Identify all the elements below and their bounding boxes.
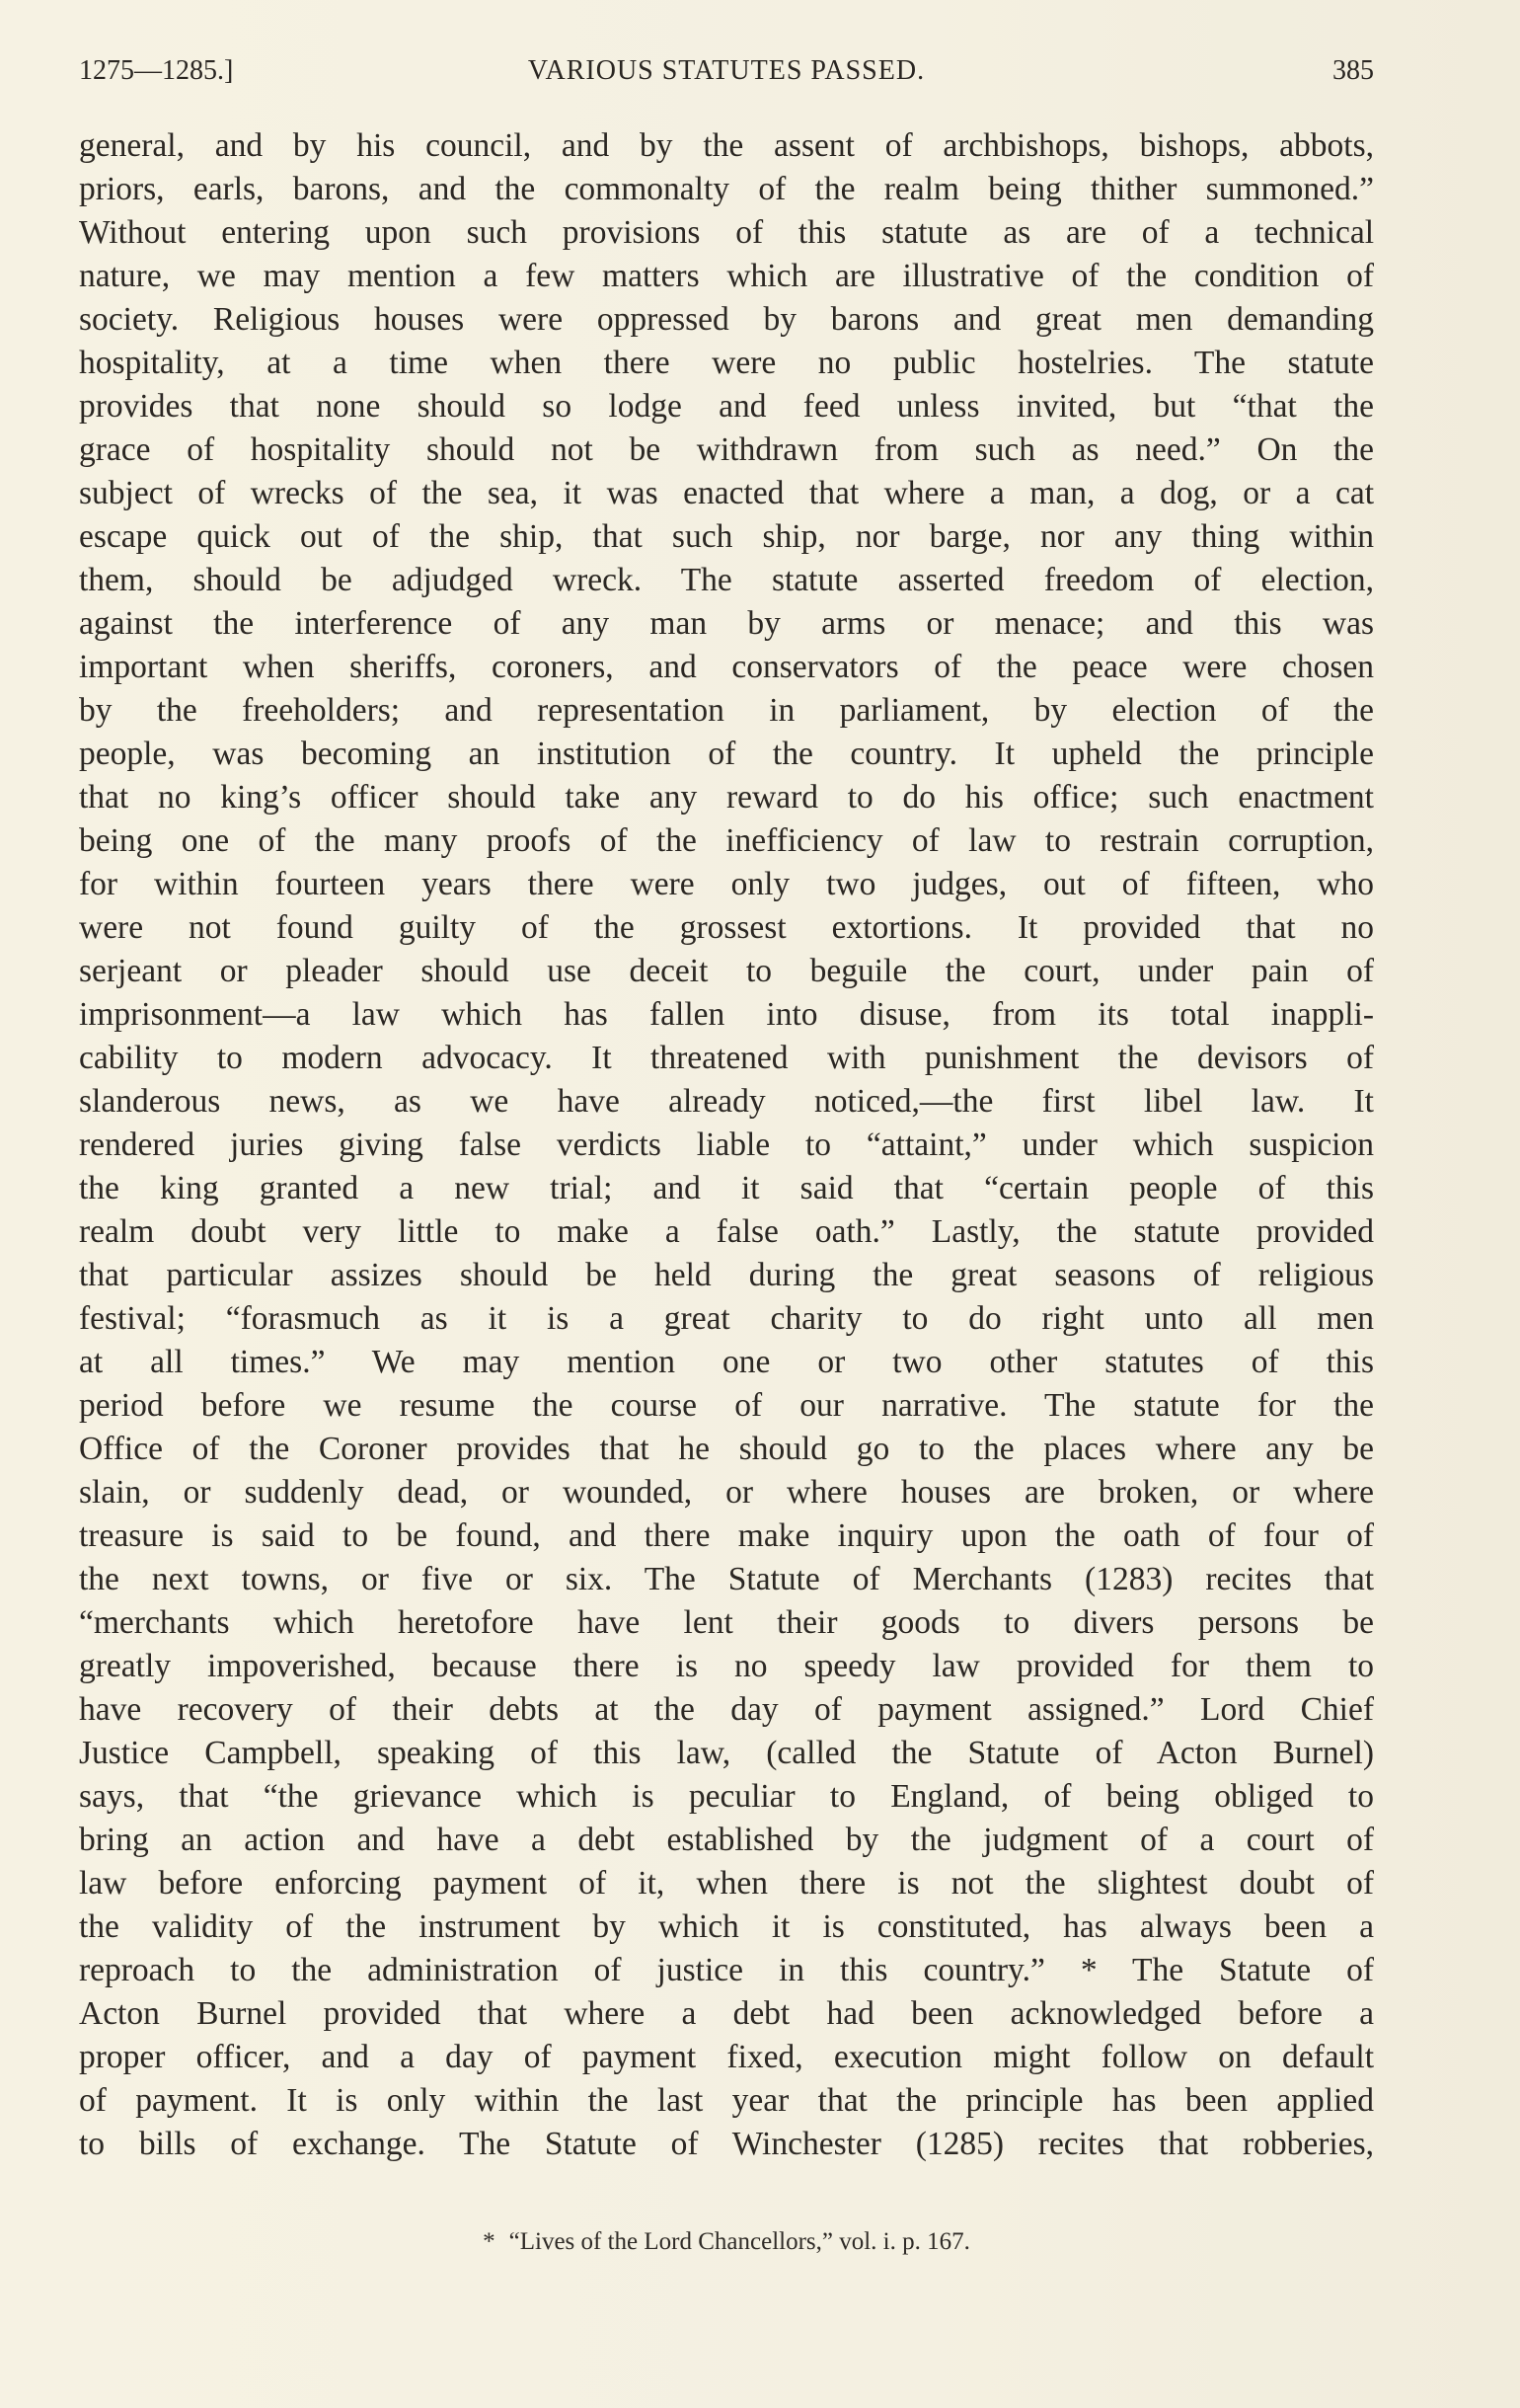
body-line: by the freeholders; and representation in parliament, by election of the <box>79 692 1374 729</box>
body-line: the validity of the instrument by which it is constituted, has always been a <box>79 1908 1374 1945</box>
body-line: proper officer, and a day of payment fixed, execution might follow on default <box>79 2039 1374 2075</box>
body-line: grace of hospitality should not be withdrawn from such as need.” On the <box>79 431 1374 468</box>
body-line: at all times.” We may mention one or two other statutes of this <box>79 1344 1374 1380</box>
body-line: reproach to the administration of justice in this country.” * The Statute of <box>79 1952 1374 1988</box>
body-line: escape quick out of the ship, that such ship, nor barge, nor any thing within <box>79 518 1374 555</box>
body-line: them, should be adjudged wreck. The statute asserted freedom of election, <box>79 562 1374 598</box>
body-line: Office of the Coroner provides that he should go to the places where any be <box>79 1431 1374 1467</box>
body-line: Without entering upon such provisions of this statute as are of a technical <box>79 214 1374 251</box>
body-line: Justice Campbell, speaking of this law, (called the Statute of Acton Burnel) <box>79 1735 1374 1771</box>
body-line: of payment. It is only within the last year that the principle has been applied <box>79 2082 1374 2119</box>
body-line: general, and by his council, and by the assent of archbishops, bishops, abbots, <box>79 127 1374 164</box>
body-line: the next towns, or five or six. The Statute of Merchants (1283) recites that <box>79 1561 1374 1597</box>
body-line: people, was becoming an institution of the country. It upheld the principle <box>79 736 1374 772</box>
body-line: provides that none should so lodge and feed unless invited, but “that the <box>79 388 1374 425</box>
body-line: to bills of exchange. The Statute of Winchester (1285) recites that robberies, <box>79 2126 1374 2162</box>
body-line: nature, we may mention a few matters which are illustrative of the condition of <box>79 258 1374 294</box>
body-line: festival; “forasmuch as it is a great charity to do right unto all men <box>79 1300 1374 1337</box>
body-line: law before enforcing payment of it, when there is not the slightest doubt of <box>79 1865 1374 1902</box>
body-line: greatly impoverished, because there is no speedy law provided for them to <box>79 1648 1374 1684</box>
footnote-text: “Lives of the Lord Chancellors,” vol. i. p. 167. <box>508 2228 970 2255</box>
body-text <box>79 124 1374 2166</box>
header-years: 1275—1285.] <box>79 55 234 86</box>
body-line: that no king’s officer should take any reward to do his office; such enactment <box>79 779 1374 816</box>
body-line: Acton Burnel provided that where a debt had been acknowledged before a <box>79 1995 1374 2032</box>
body-line: realm doubt very little to make a false oath.” Lastly, the statute provided <box>79 1213 1374 1250</box>
body-line: subject of wrecks of the sea, it was enacted that where a man, a dog, or a cat <box>79 475 1374 511</box>
running-head <box>79 51 1374 91</box>
body-line: treasure is said to be found, and there make inquiry upon the oath of four of <box>79 1517 1374 1554</box>
body-line: says, that “the grievance which is peculiar to England, of being obliged to <box>79 1778 1374 1815</box>
body-line: for within fourteen years there were only two judges, out of fifteen, who <box>79 866 1374 902</box>
body-line: were not found guilty of the grossest extortions. It provided that no <box>79 909 1374 946</box>
footnote <box>79 2225 1374 2259</box>
body-line: priors, earls, barons, and the commonalty of the realm being thither summoned.” <box>79 171 1374 207</box>
header-title: VARIOUS STATUTES PASSED. <box>527 55 926 86</box>
body-line: slain, or suddenly dead, or wounded, or where houses are broken, or where <box>79 1474 1374 1511</box>
body-line: society. Religious houses were oppressed by barons and great men demanding <box>79 301 1374 338</box>
body-line: being one of the many proofs of the inefficiency of law to restrain corruption, <box>79 822 1374 859</box>
body-line: have recovery of their debts at the day of payment assigned.” Lord Chief <box>79 1691 1374 1728</box>
body-line: the king granted a new trial; and it said that “certain people of this <box>79 1170 1374 1206</box>
body-line: bring an action and have a debt established by the judgment of a court of <box>79 1822 1374 1858</box>
body-line: against the interference of any man by arms or menace; and this was <box>79 605 1374 642</box>
body-line: slanderous news, as we have already noticed,—the first libel law. It <box>79 1083 1374 1120</box>
body-line: cability to modern advocacy. It threatened with punishment the devisors of <box>79 1040 1374 1076</box>
body-line: imprisonment—a law which has fallen into disuse, from its total inappli- <box>79 996 1374 1033</box>
body-line: rendered juries giving false verdicts liable to “attaint,” under which suspicion <box>79 1126 1374 1163</box>
body-line: important when sheriffs, coroners, and conservators of the peace were chosen <box>79 649 1374 685</box>
footnote-marker: * <box>483 2228 495 2255</box>
body-line: “merchants which heretofore have lent their goods to divers persons be <box>79 1604 1374 1641</box>
body-line: period before we resume the course of our narrative. The statute for the <box>79 1387 1374 1424</box>
body-line: that particular assizes should be held during the great seasons of religious <box>79 1257 1374 1293</box>
page-number: 385 <box>1332 55 1374 86</box>
body-line: serjeant or pleader should use deceit to beguile the court, under pain of <box>79 953 1374 989</box>
body-line: hospitality, at a time when there were no public hostelries. The statute <box>79 345 1374 381</box>
